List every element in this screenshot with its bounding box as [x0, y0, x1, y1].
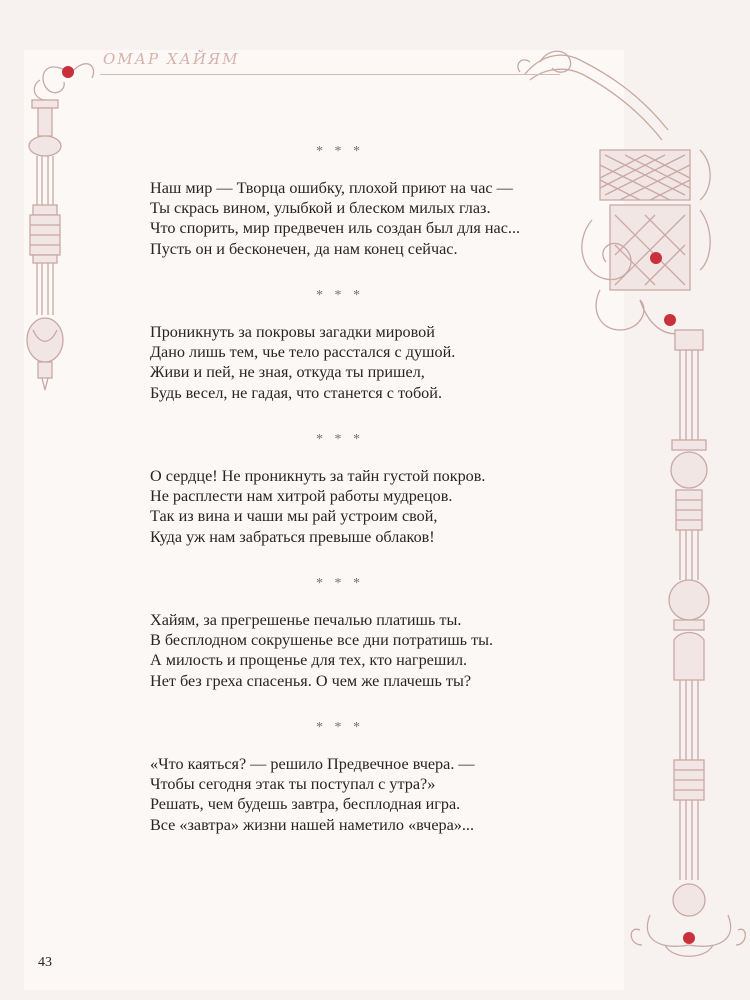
poem — [150, 466, 580, 547]
poem — [150, 610, 580, 691]
poem-line: Нет без греха спасенья. О чем же плачешь ты? — [150, 671, 472, 690]
poem-line: Решать, чем будешь завтра, бесплодная игра. — [150, 795, 461, 814]
poem-line: Ты скрась вином, улыбкой и блеском милых глаз. — [150, 199, 491, 218]
poem-line: Проникнуть за покровы загадки мировой — [150, 323, 435, 341]
poem-line: Все «завтра» жизни нашей наметило «вчера»... — [150, 815, 475, 834]
stanza-separator: * * * — [316, 144, 364, 159]
stanza-separator: * * * — [316, 576, 364, 591]
poem-line: Хайям, за прегрешенье печалью платишь ты. — [150, 611, 462, 629]
poem — [150, 178, 580, 259]
poem-line: Наш мир — Творца ошибку, плохой приют на час — — [150, 179, 513, 197]
poem-line: Живи и пей, не зная, откуда ты пришел, — [150, 363, 425, 382]
poem-line: Чтобы сегодня этак ты поступал с утра?» — [150, 775, 436, 794]
poem-line: «Что каяться? — решило Предвечное вчера. — — [150, 755, 475, 773]
poem-line: О сердце! Не проникнуть за тайн густой покров. — [150, 467, 486, 485]
poem — [150, 754, 580, 835]
poem-line: Куда уж нам забраться превыше облаков! — [150, 527, 435, 546]
poem-line: Не расплести нам хитрой работы мудрецов. — [150, 487, 453, 506]
poem-line: Дано лишь тем, чье тело расстался с душой. — [150, 343, 456, 362]
poem — [150, 322, 580, 403]
poem-line: Будь весел, не гадая, что станется с тобой. — [150, 383, 442, 402]
stanza-separator: * * * — [316, 720, 364, 735]
page-number: 43 — [38, 955, 52, 970]
poem-line: Так из вина и чаши мы рай устроим свой, — [150, 507, 438, 526]
poem-line: Что спорить, мир предвечен иль создан был для нас... — [150, 219, 521, 238]
running-header: ОМАР ХАЙЯМ — [103, 50, 240, 68]
poem-line: Пусть он и бесконечен, да нам конец сейчас. — [150, 239, 458, 258]
poem-line: А милость и прощенье для тех, кто нагрешил. — [150, 651, 468, 670]
poem-line: В бесплодном сокрушенье все дни потратишь ты. — [150, 631, 494, 650]
stanza-separator: * * * — [316, 432, 364, 447]
stanza-separator: * * * — [316, 288, 364, 303]
